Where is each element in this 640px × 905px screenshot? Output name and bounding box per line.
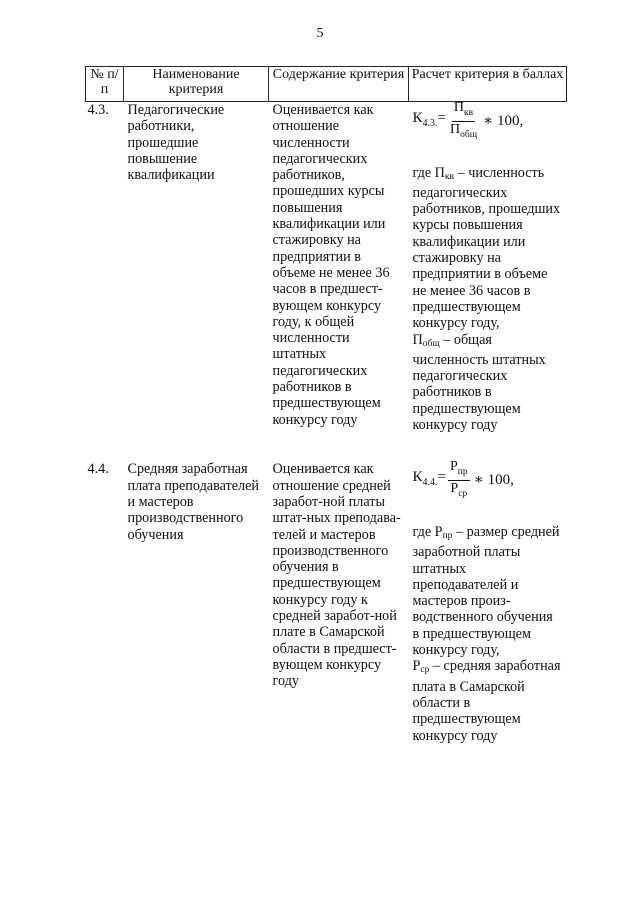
formula [413, 459, 563, 502]
page-number: 5 [316, 26, 324, 41]
formula-fraction: $\frac{П_{кв}}{П_{общ}}$ [449, 100, 478, 140]
calc-explanation: где $П_{кв}$ – численность педагогических работников, прошедших курсы повышения квалификации или стажировку на предприятии в объеме не менее 36 часов в предшествующем конкурсу году, [412, 164, 561, 332]
calc-explanation: $Р_{ср}$ – средняя заработная плата в Самарской области в предшествующем конкурсу году [412, 658, 561, 744]
criteria-table [85, 66, 567, 744]
table-header-row [86, 67, 567, 102]
calc-explanation: $П_{общ}$ – общая численность штатных педагогических работников в предшествующем конкурсу году [412, 331, 546, 434]
formula [413, 100, 563, 143]
table-row [86, 102, 567, 434]
header-content: Содержание критерия [269, 67, 409, 102]
formula-tail: ∗ 100, [473, 472, 514, 489]
formula-fraction: $\frac{Р_{пр}}{Р_{ср}}$ [449, 459, 468, 499]
header-calc: Расчет критерия в баллах [409, 67, 567, 102]
criterion-content: Оценивается как отношение численности педагогических работников, прошедших курсы повышения квалификации или стажировку на предприятии в объеме не менее 36 часов в предшест-вующем конкурсу году, к общей численности штатных педагогических работников в предшествующем конкурсу году [272, 102, 390, 428]
row-number: 4.3. [87, 102, 109, 118]
formula-tail: ∗ 100, [483, 113, 524, 130]
criterion-content: Оценивается как отношение средней заработ-ной платы штат-ных преподава-телей и мастеров производственного обучения в предшествующем конкурсу году к средней заработ-ной плате в Самарской области в предшест-вующем конкурсу году [272, 461, 401, 690]
header-name: Наименование критерия [124, 67, 269, 102]
table-row [86, 461, 567, 743]
criterion-name: Средняя заработная плата преподавателей и мастеров производственного обучения [127, 461, 260, 543]
formula-lhs: $К_{4.4.}=$ [412, 469, 446, 489]
criterion-calc [409, 461, 567, 743]
row-number: 4.4. [87, 461, 109, 478]
criterion-name: Педагогические работники, прошедшие повышение квалификации [127, 102, 225, 184]
criterion-calc [409, 102, 567, 434]
calc-explanation: где $Р_{пр}$ – размер средней заработной платы штатных преподавателей и мастеров произ-водственного обучения в предшествующем конкурсу году, [412, 523, 560, 659]
header-num: № п/п [86, 67, 124, 102]
formula-lhs: $К_{4.3.}=$ [412, 110, 446, 130]
